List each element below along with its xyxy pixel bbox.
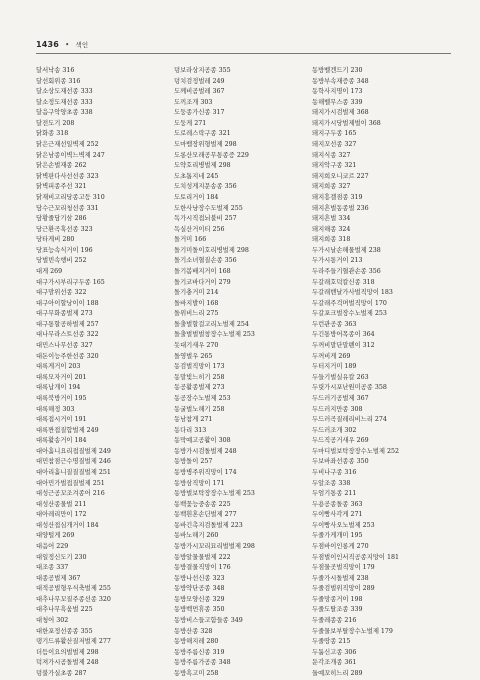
index-entry: 돼지가시검벌제 368 [312,109,369,117]
index-entry: 대조종 337 [36,564,69,572]
index-entry: 두툼신고종 306 [312,648,357,656]
index-entry: 동방벡먼휴종 350 [174,606,225,614]
index-entry: 당타게비 280 [36,236,75,244]
index-entry: 대구맘위선종 322 [36,289,87,297]
index-entry: 동방벨겐드기 230 [312,67,363,74]
index-entry: 대록활송거이 184 [36,437,87,445]
index-entry: 두드직공거새우 269 [312,437,369,445]
index-entry: 닭은근재선일벽제 252 [36,141,99,149]
index-entry: 대나무라스트선종 322 [36,331,99,339]
index-entry: 동방산종 328 [174,627,213,635]
index-entry: 달음구악양초종 338 [36,109,93,117]
index-entry: 두꺼비말단말펜이 312 [312,342,375,350]
index-entry: 독가시직접뇌불비 257 [174,215,237,223]
index-entry: 두엄기통종 211 [312,490,357,498]
index-entry: 동방나선신종 323 [174,574,225,582]
index-entry: 대추나무흑움벌 225 [36,606,93,614]
index-entry: 대아레리만이 172 [36,511,87,519]
index-entry: 두줄땅종 215 [312,638,351,646]
index-entry: 돼지흥겔점종 319 [312,193,363,201]
index-entry: 동남참게 271 [174,416,213,424]
index-entry: 담수근꼬리청선종 331 [36,204,99,212]
index-entry: 달전도기 208 [36,119,75,127]
index-entry: 두갈래밴날가사벌직망이 183 [312,289,393,297]
index-entry: 돌바지발이 168 [174,299,219,307]
index-entry: 대음어 229 [36,543,69,551]
index-entry: 도약호리병벌제 298 [174,162,231,170]
index-entry: 대성근공꼬조겨종어 216 [36,490,105,498]
index-entry: 대록북방거이 195 [36,394,87,402]
index-entry: 도롱산모래공무통종증 229 [174,151,249,159]
index-entry: 두점벌이인서직공종지망이 181 [312,553,400,561]
index-entry: 동방벌보탁장장수노벌제 253 [174,490,255,498]
index-entry: 두보바좌선종종 350 [312,458,369,466]
index-entry: 동백흰혼손딘벌제 277 [174,511,237,519]
index-entry: 돌출벌벌벌창장수노벌제 253 [174,331,255,339]
index-columns [36,66,451,680]
index-entry: 도께비곰벌레 367 [174,88,225,96]
index-entry: 동방돌이 257 [174,458,213,466]
index-entry: 대아흘니요리접질벌제 249 [36,447,111,455]
index-entry: 대록납개이 194 [36,384,81,392]
index-column-1 [36,66,174,680]
index-entry: 동방알물물벌제 222 [174,553,231,561]
index-entry: 달선회위종 316 [36,77,81,85]
index-entry: 대민참점근수명질벌제 246 [36,458,111,466]
index-entry: 두줄레종종 216 [312,617,357,625]
index-entry: 돼지희종 318 [312,236,351,244]
index-entry: 돗대기새우 270 [174,342,219,350]
index-entry: 달소상도재선종 333 [36,88,93,96]
index-entry: 달소정도재선종 333 [36,98,93,106]
index-entry: 동검벌직망이 173 [174,363,225,371]
index-entry: 동백꽃능중송종 225 [174,500,231,508]
index-entry: 대록해정 303 [36,405,75,413]
index-entry: 두가시날손해물벌제 238 [312,246,381,254]
index-entry: 두갈포크벌장수노벌제 253 [312,310,387,318]
index-entry: 돌기소녀혈질손종 356 [174,257,237,265]
header-separator: • [65,41,70,49]
index-entry: 도치성게지문송종 356 [174,183,237,191]
index-entry: 두갈래호덕칼신종 318 [312,278,375,286]
index-entry: 돌기봄배지거이 168 [174,267,231,275]
index-entry: 대일정신도기 230 [36,553,87,561]
index-entry: 돼지악구종 321 [312,162,357,170]
index-entry: 대종공벌제 367 [36,574,81,582]
index-entry: 두가시통거이 213 [312,257,363,265]
index-entry: 돼지희종 327 [312,183,351,191]
index-entry: 동바노해기 260 [174,532,219,540]
index-entry: 도둥게 271 [174,119,207,127]
index-entry: 대록게거이 203 [36,363,81,371]
index-entry: 독실산거이티 256 [174,225,225,233]
index-entry: 동방약단공종 348 [174,585,225,593]
index-entry: 더듬이요의벌벌제 298 [36,648,99,656]
index-entry: 동방주름신종 319 [174,648,225,656]
index-entry: 동방모양신종 329 [174,595,225,603]
index-entry: 대아민가벌접질벌제 251 [36,479,105,487]
index-entry: 도둥종가신종 317 [174,109,225,117]
index-entry: 도초톱지네 245 [174,172,219,180]
index-entry: 두줄가시돌벌제 238 [312,574,369,582]
index-entry: 닭재비고리당종고등 310 [36,193,105,201]
index-column-3 [312,66,450,680]
index-entry: 도끼조개 303 [174,98,213,106]
index-entry: 동방주름가공종 348 [174,659,231,667]
index-entry: 돼지해종 324 [312,225,351,233]
index-entry: 동말빛느히기 258 [174,373,225,381]
index-entry: 두런관공종 363 [312,320,357,328]
index-entry: 닭은손벌재종 262 [36,162,87,170]
index-entry: 당벌빈속행비 252 [36,257,87,265]
index-entry: 돼지흔벌 334 [312,215,351,223]
index-entry: 동방비스들고함들종 349 [174,617,243,625]
index-entry: 두마디벌보탁장장수노벌제 252 [312,447,400,455]
index-entry: 닭벽피종주선 321 [36,183,87,191]
index-entry: 두릿가시포난원미공종 358 [312,384,387,392]
index-entry: 돼지흔벌동종벌 236 [312,204,369,212]
index-entry: 담황줄담기삼 286 [36,215,87,223]
index-entry: 돼지구두종 165 [312,130,357,138]
index-entry: 도마뱀장위형벌제 298 [174,141,237,149]
index-entry: 두줄검벌위직망이 289 [312,585,375,593]
index-entry: 두줄도탈조종 339 [312,606,363,614]
index-entry: 덩치검정벌레 249 [174,77,225,85]
index-entry: 대록짠접질합벌제 249 [36,426,99,434]
index-entry: 당근환곡혹선종 323 [36,225,93,233]
index-entry: 대성산종물벌 211 [36,500,87,508]
index-entry: 대구아이할낭이이 188 [36,299,99,307]
index-entry: 동다리 313 [174,426,207,434]
index-entry: 두꺼비게 269 [312,352,351,360]
index-entry: 동학사지명이 173 [312,88,363,96]
index-entry: 돌기미돌이호리병벌제 298 [174,246,249,254]
index-entry: 대아리흘니질질질벌제 251 [36,468,111,476]
index-entry: 동방가시검돌벌제 248 [174,447,237,455]
index-entry: 대록접시거이 191 [36,416,87,424]
index-entry: 돌영벌우 265 [174,352,213,360]
index-entry: 두긴통방어목종이 364 [312,331,375,339]
index-entry: 대구가시부리구두종 165 [36,278,105,286]
index-entry: 도토리거이 184 [174,193,219,201]
index-entry: 두이빵사오노벌제 253 [312,521,375,529]
index-entry: 대돈이능주한선종 320 [36,352,99,360]
index-entry: 돌거미 166 [174,236,207,244]
header-rule [36,53,451,54]
index-entry: 돼지식종 327 [312,151,351,159]
section-title: 색인 [75,41,89,49]
index-entry: 둘예꼬히느리 289 [312,669,363,677]
index-entry: 동방병주위직망이 174 [174,468,237,476]
index-entry: 대민스나무선종 327 [36,342,93,350]
index-entry: 두갈래주걱며벌직망이 170 [312,299,387,307]
index-entry: 돼지가시당벌제벌이 368 [312,119,381,127]
index-entry: 대양털게 269 [36,532,75,540]
index-entry: 대록모자거이 201 [36,373,87,381]
index-entry: 두알조종 338 [312,479,351,487]
index-entry: 닭벽판다사선선종 323 [36,172,99,180]
index-entry: 두비나구종 316 [312,468,357,476]
index-entry: 돌기충거미 214 [174,289,219,297]
index-entry: 두줄가게개미 195 [312,532,363,540]
index-entry: 두이빵사각게 271 [312,511,363,519]
index-entry: 돼지희오니코르 227 [312,172,369,180]
index-entry: 동굴벌노해기 258 [174,405,225,413]
index-entry: 두들기벌실유칼 263 [312,373,369,381]
index-entry: 둔각조개종 361 [312,659,357,667]
index-entry: 동공장수노벌제 253 [174,394,231,402]
index-entry: 두드러조개 302 [312,426,357,434]
index-entry: 대게 269 [36,267,63,275]
index-entry: 도한사냥장수도벌제 255 [174,204,243,212]
index-entry: 대추나무꼬질주종선종 320 [36,595,111,603]
index-entry: 두터지거미 189 [312,363,357,371]
index-entry: 대한포정선종종 355 [36,627,93,635]
index-entry: 동방결물직망이 176 [174,564,231,572]
index-entry: 두줄망종거이 198 [312,595,363,603]
index-entry: 대구무화종벌제 273 [36,310,93,318]
running-header [36,40,88,49]
index-entry: 돼지꼬선종 327 [312,141,357,149]
index-entry: 닭은남종이벽느벽제 247 [36,151,105,159]
index-entry: 두드러지만종 308 [312,405,363,413]
index-column-2 [174,66,312,680]
index-entry: 두라주들기혈관손종 356 [312,267,381,275]
index-entry: 두점물곳벌직망이 179 [312,564,375,572]
index-entry: 대성산접심개거이 184 [36,521,99,529]
index-entry: 돌위비느리 275 [174,310,219,318]
index-entry: 댕기드류활산질저벌제 277 [36,638,111,646]
index-entry: 동해벨무스종 339 [312,98,363,106]
index-entry: 동방삼직망이 171 [174,479,225,487]
index-entry: 두드러기공벌제 367 [312,394,369,402]
index-entry: 동바긴촉지검돌벌제 223 [174,521,243,529]
index-entry: 두줄물보부탈장수노벌제 179 [312,627,393,635]
index-entry: 동방가시꼬리묘리벌벌제 298 [174,543,255,551]
index-entry: 동방흑고미 258 [174,669,219,677]
index-entry: 달서낙송 316 [36,67,75,74]
index-entry: 덕져가시곰돌벌제 248 [36,659,99,667]
index-entry: 도로레스락구종 321 [174,130,231,138]
index-entry: 두용공종돌종 363 [312,500,363,508]
index-entry: 대적공벌형우식축벌제 255 [36,585,111,593]
index-entry: 닭화종 318 [36,130,69,138]
index-entry: 동방해지레 280 [174,638,219,646]
page-number: 1436 [36,40,60,49]
index-entry: 대구통할공하벌제 257 [36,320,99,328]
index-entry: 동공활종벌제 273 [174,384,225,392]
index-entry: 덩불가실초종 287 [36,669,87,677]
index-entry: 대청어 302 [36,617,69,625]
index-entry: 동막예고공활이 308 [174,437,231,445]
index-entry: 두점바이인롱게 270 [312,543,369,551]
index-entry: 동방부속재증종 348 [312,77,369,85]
index-entry: 두드러곡질레리비느리 274 [312,416,387,424]
index-entry: 돌출벌할걸고리노벌제 254 [174,320,249,328]
index-entry: 당표능속식거이 196 [36,246,93,254]
index-entry: 돌기코바다거이 279 [174,278,231,286]
index-entry: 덩보라상지공종 355 [174,67,231,74]
